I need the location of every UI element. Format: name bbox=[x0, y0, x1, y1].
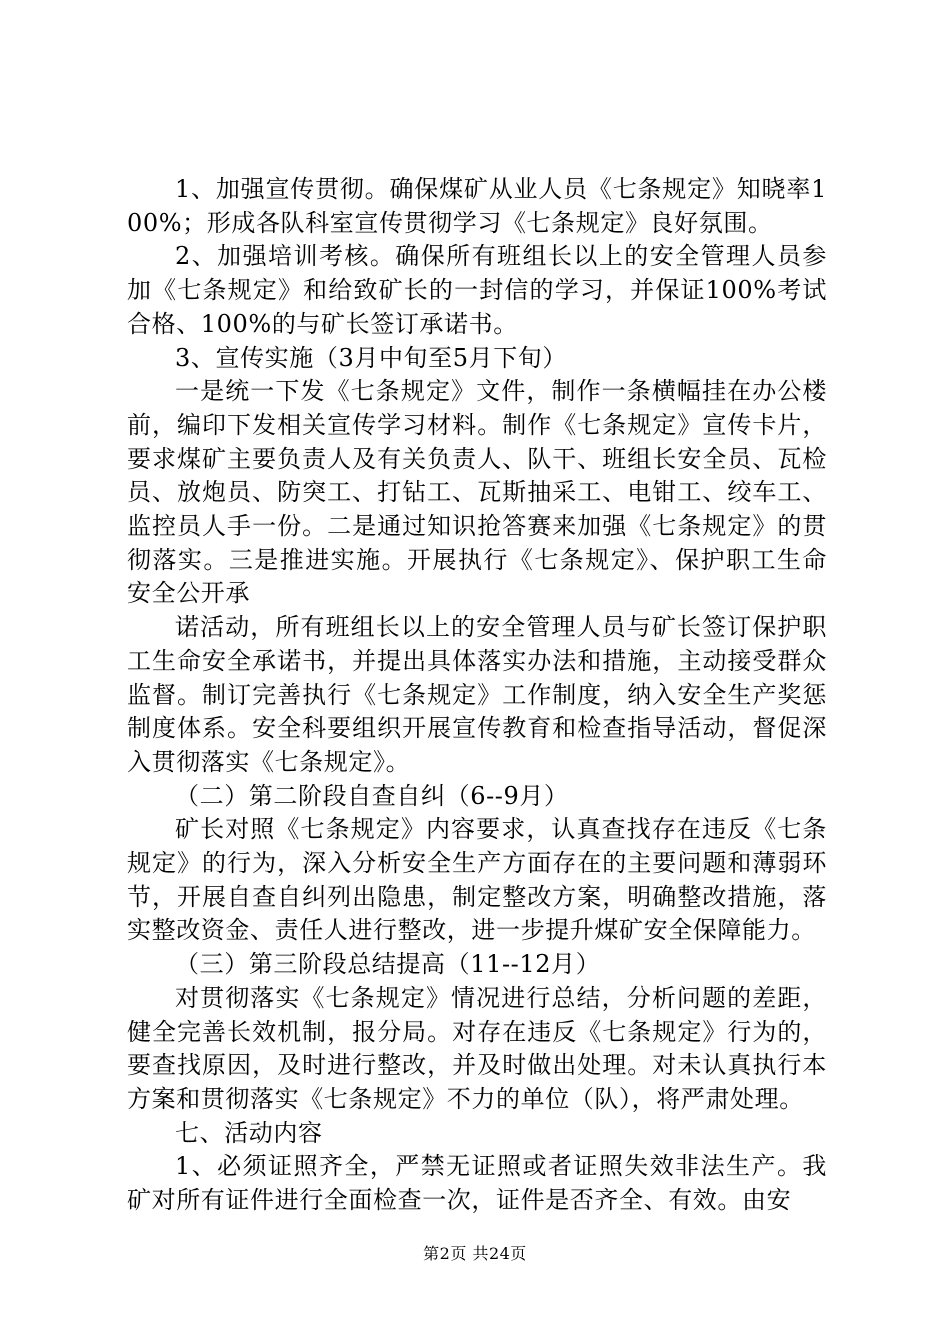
paragraph-publicity: 1、加强宣传贯彻。确保煤矿从业人员《七条规定》知晓率100%；形成各队科室宣传贯彻学习《七条规定》良好氛围。 bbox=[127, 175, 827, 237]
page-number-footer: 第2页 共24页 bbox=[423, 1244, 527, 1263]
paragraph-implementation-body: 一是统一下发《七条规定》文件，制作一条横幅挂在办公楼前，编印下发相关宣传学习材料。制作《七条规定》宣传卡片，要求煤矿主要负责人及有关负责人、队干、班组长安全员、瓦检员、放炮员、防突工、打钻工、瓦斯抽采工、电钳工、绞车工、监控员人手一份。二是通过知识抢答赛来加强《七条规定》的贯彻落实。三是推进实施。开展执行《七条规定》、保护职工生命安全公开承 bbox=[127, 377, 827, 608]
paragraph-stage-two-heading: （二）第二阶段自查自纠（6--9月） bbox=[175, 781, 569, 810]
paragraph-training: 2、加强培训考核。确保所有班组长以上的安全管理人员参加《七条规定》和给致矿长的一封信的学习，并保证100%考试合格、100%的与矿长签订承诺书。 bbox=[127, 242, 827, 338]
paragraph-implementation-heading: 3、宣传实施（3月中旬至5月下旬） bbox=[175, 343, 568, 372]
paragraph-section-seven-body: 1、必须证照齐全，严禁无证照或者证照失效非法生产。我矿对所有证件进行全面检查一次，证件是否齐全、有效。由安 bbox=[127, 1152, 827, 1215]
paragraph-stage-three-heading: （三）第三阶段总结提高（11--12月） bbox=[175, 950, 601, 979]
body-text bbox=[127, 173, 827, 1218]
paragraph-section-seven-heading: 七、活动内容 bbox=[175, 1118, 323, 1147]
paragraph-stage-two-body: 矿长对照《七条规定》内容要求，认真查找存在违反《七条规定》的行为，深入分析安全生产方面存在的主要问题和薄弱环节，开展自查自纠列出隐患，制定整改方案，明确整改措施，落实整改资金、责任人进行整改，进一步提升煤矿安全保障能力。 bbox=[127, 815, 827, 945]
paragraph-commitment: 诺活动，所有班组长以上的安全管理人员与矿长签订保护职工生命安全承诺书，并提出具体落实办法和措施，主动接受群众监督。制订完善执行《七条规定》工作制度，纳入安全生产奖惩制度体系。安全科要组织开展宣传教育和检查指导活动，督促深入贯彻落实《七条规定》。 bbox=[127, 613, 827, 776]
paragraph-stage-three-body: 对贯彻落实《七条规定》情况进行总结，分析问题的差距，健全完善长效机制，报分局。对存在违反《七条规定》行为的，要查找原因，及时进行整改，并及时做出处理。对未认真执行本方案和贯彻落实《七条规定》不力的单位（队），将严肃处理。 bbox=[127, 983, 827, 1113]
